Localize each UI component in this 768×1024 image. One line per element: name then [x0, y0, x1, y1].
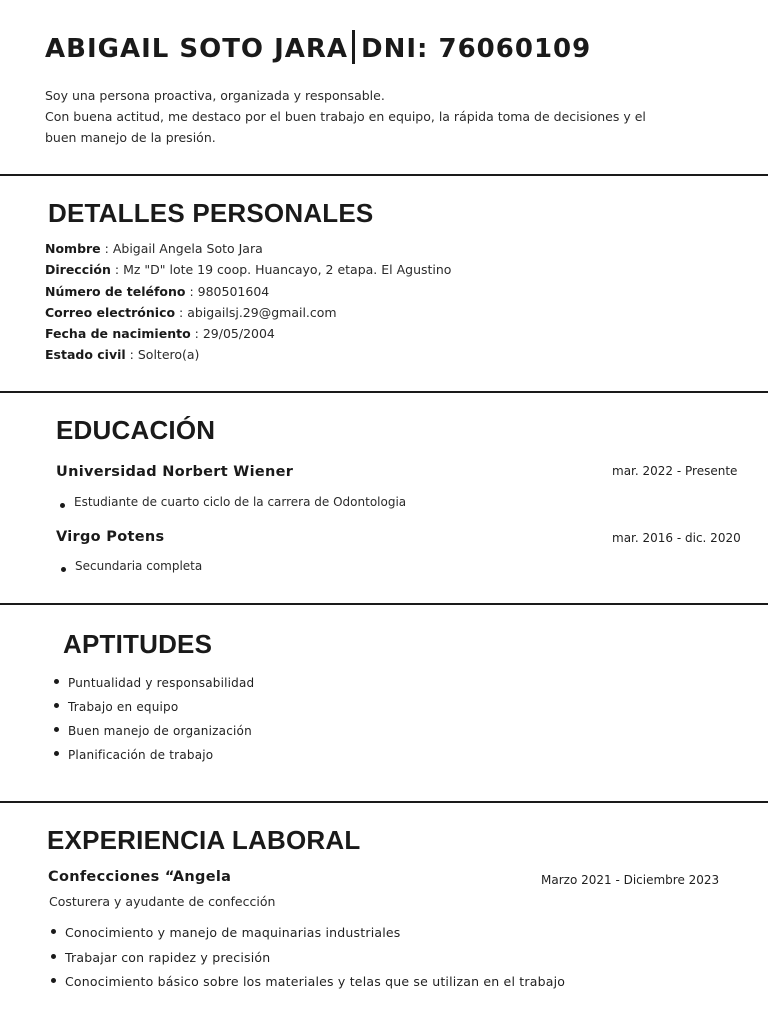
summary-line: Soy una persona proactiva, organizada y responsable.: [45, 88, 385, 103]
skills-heading: APTITUDES: [63, 629, 213, 659]
education-dates: mar. 2016 - dic. 2020: [612, 531, 741, 545]
cv-header-title: [45, 30, 591, 64]
full-name: ABIGAIL SOTO JARA: [45, 34, 349, 64]
education-institution: Universidad Norbert Wiener: [56, 464, 294, 480]
detail-row-birthdate: [45, 323, 451, 344]
detail-row-name: [45, 238, 451, 259]
title-divider: [352, 30, 355, 64]
experience-role: Costurera y ayudante de confección: [49, 894, 276, 909]
education-institution: Virgo Potens: [56, 529, 165, 545]
experience-company: Confecciones “Angela: [48, 869, 232, 885]
dni-number: DNI: 76060109: [361, 34, 592, 64]
list-item: Buen manejo de organización: [50, 719, 254, 743]
detail-value: : Soltero(a): [125, 347, 200, 363]
section-divider: [0, 801, 768, 803]
detail-label: Estado civil: [45, 347, 126, 363]
detail-label: Número de teléfono: [45, 283, 186, 299]
detail-value: : Abigail Angela Soto Jara: [100, 241, 263, 256]
detail-value: : abigailsj.29@gmail.com: [175, 304, 337, 320]
experience-heading: EXPERIENCIA LABORAL: [47, 825, 361, 855]
detail-row-email: [45, 302, 451, 323]
education-details: [56, 495, 406, 509]
summary-line: Con buena actitud, me destaco por el buen trabajo en equipo, la rápida toma de decisiones y el: [45, 109, 646, 124]
education-heading: EDUCACIÓN: [56, 415, 216, 445]
list-item: Secundaria completa: [57, 559, 202, 573]
detail-row-address: [45, 259, 451, 280]
list-item: Puntualidad y responsabilidad: [50, 671, 254, 695]
skills-list: [50, 671, 254, 767]
detail-label: Dirección: [45, 262, 111, 278]
education-dates: mar. 2022 - Presente: [612, 464, 738, 478]
list-item: Planificación de trabajo: [50, 743, 254, 767]
detail-value: : 980501604: [185, 283, 270, 299]
personal-details-list: [45, 238, 451, 366]
personal-details-heading: DETALLES PERSONALES: [48, 198, 374, 228]
list-item: Conocimiento básico sobre los materiales y telas que se utilizan en el trabajo: [47, 970, 565, 995]
detail-value: : 29/05/2004: [190, 326, 275, 342]
detail-label: Correo electrónico: [45, 304, 176, 320]
list-item: Trabajo en equipo: [50, 695, 254, 719]
summary-line: buen manejo de la presión.: [45, 130, 216, 145]
detail-row-marital-status: [45, 344, 451, 365]
detail-label: Fecha de nacimiento: [45, 326, 191, 342]
detail-label: Nombre: [45, 241, 101, 256]
list-item: Conocimiento y manejo de maquinarias industriales: [47, 921, 565, 946]
experience-dates: Marzo 2021 - Diciembre 2023: [541, 873, 720, 887]
section-divider: [0, 603, 768, 605]
section-divider: [0, 174, 768, 176]
list-item: Trabajar con rapidez y precisión: [47, 946, 565, 971]
section-divider: [0, 391, 768, 393]
detail-value: : Mz "D" lote 19 coop. Huancayo, 2 etapa. El Agustino: [110, 262, 452, 278]
profile-summary: [45, 85, 685, 148]
education-details: [57, 559, 202, 573]
experience-tasks: [47, 921, 565, 995]
detail-row-phone: [45, 281, 451, 302]
list-item: Estudiante de cuarto ciclo de la carrera de Odontologia: [56, 495, 406, 509]
